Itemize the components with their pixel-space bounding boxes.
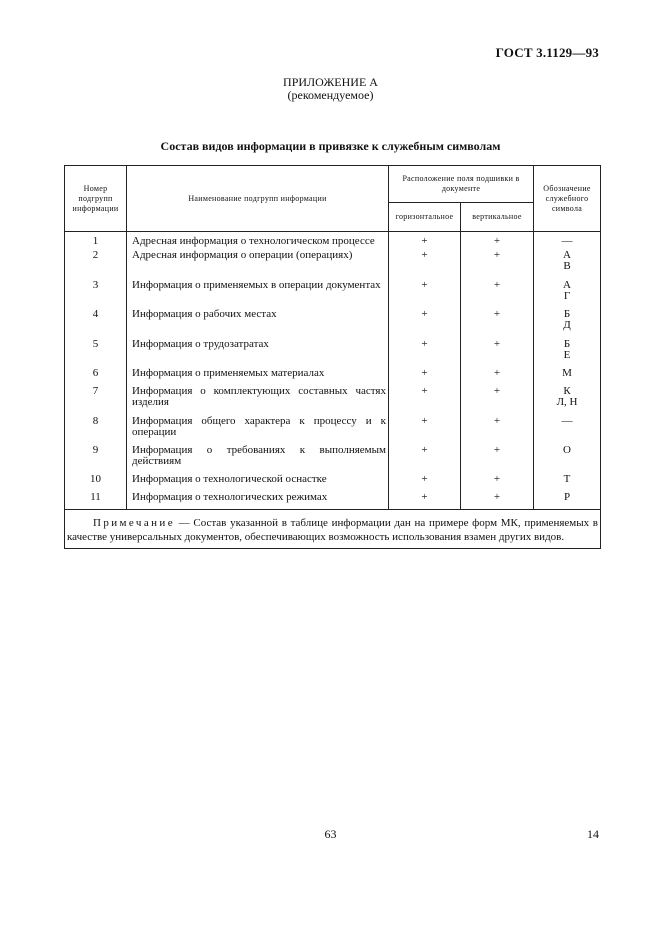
table-row [65,280,601,309]
row-name: Информация о применяемых в операции документах [127,280,389,309]
row-horizontal: + [389,492,461,510]
note-text: — Состав указанной в таблице информации дан на примере форм МК, применяемых в качестве универсальных документов, обеспечивающих возможность использования взамен других видов. [67,517,599,543]
header-horizontal: горизонтальное [389,203,461,232]
appendix-subtitle: (рекомендуемое) [287,88,374,102]
row-vertical: + [461,416,534,445]
row-number: 9 [65,445,127,474]
row-vertical: + [461,474,534,492]
row-horizontal: + [389,416,461,445]
table-title: Состав видов информации в привязке к служебным символам [160,139,501,153]
table-row [65,445,601,474]
row-horizontal: + [389,368,461,386]
row-symbol: М [534,368,601,386]
row-vertical: + [461,339,534,368]
row-horizontal: + [389,445,461,474]
note-label: Примечание [93,517,175,529]
row-vertical: + [461,280,534,309]
row-vertical: + [461,386,534,416]
row-symbol: Б Д [534,309,601,339]
header-location: Расположение поля подшивки в документе [389,166,534,203]
table-note [65,510,601,549]
row-number: 10 [65,474,127,492]
row-vertical: + [461,368,534,386]
row-symbol: А В [534,250,601,280]
page-number-center: 63 [324,827,337,841]
row-name: Информация о технологических режимах [127,492,389,510]
row-horizontal: + [389,339,461,368]
table-row [65,309,601,339]
table-row [65,250,601,280]
row-horizontal: + [389,309,461,339]
row-horizontal: + [389,250,461,280]
table-row [65,232,601,250]
header-number: Номер подгрупп информации [65,166,127,232]
row-name-line2: действиям [132,454,182,467]
table-row [65,368,601,386]
row-number: 3 [65,280,127,309]
row-name-line1: Информация общего характера к процессу и к [132,414,386,427]
row-vertical: + [461,232,534,250]
row-symbol: — [534,232,601,250]
row-symbol: Т [534,474,601,492]
table-row [65,474,601,492]
row-name: Информация о применяемых материалах [127,368,389,386]
row-horizontal: + [389,474,461,492]
header-symbol: Обозначение служебного символа [534,166,601,232]
table-body [65,232,601,510]
page-number-right: 14 [587,827,599,841]
row-number: 8 [65,416,127,445]
table-row [65,339,601,368]
row-symbol: — [534,416,601,445]
table-row [65,416,601,445]
row-name: Информация о трудозатратах [127,339,389,368]
row-vertical: + [461,492,534,510]
row-name-line1: Информация о комплектующих составных частях [132,384,386,397]
header-name: Наименование подгрупп информации [127,166,389,232]
row-name-line2: изделия [132,395,169,408]
row-name [127,445,389,474]
row-name: Адресная информация о операции (операциях) [127,250,389,280]
row-name: Адресная информация о технологическом процессе [127,232,389,250]
row-name-line1: Информация о требованиях к выполняемым [132,443,386,456]
appendix-title: ПРИЛОЖЕНИЕ А [283,75,378,89]
table-row [65,386,601,416]
row-vertical: + [461,250,534,280]
appendix-heading [0,76,661,102]
row-horizontal: + [389,232,461,250]
row-vertical: + [461,309,534,339]
row-symbol: О [534,445,601,474]
row-name [127,416,389,445]
row-number: 5 [65,339,127,368]
row-number: 1 [65,232,127,250]
info-table [64,165,601,549]
row-symbol: К Л, Н [534,386,601,416]
row-number: 7 [65,386,127,416]
row-name-line2: операции [132,425,177,438]
row-number: 11 [65,492,127,510]
row-number: 6 [65,368,127,386]
row-symbol: Б Е [534,339,601,368]
row-symbol: Р [534,492,601,510]
row-name [127,386,389,416]
row-number: 4 [65,309,127,339]
row-number: 2 [65,250,127,280]
row-horizontal: + [389,386,461,416]
row-name: Информация о технологической оснастке [127,474,389,492]
row-horizontal: + [389,280,461,309]
header-vertical: вертикальное [461,203,534,232]
row-name: Информация о рабочих местах [127,309,389,339]
row-vertical: + [461,445,534,474]
row-symbol: А Г [534,280,601,309]
table-row [65,492,601,510]
document-code: ГОСТ 3.1129—93 [495,45,599,60]
